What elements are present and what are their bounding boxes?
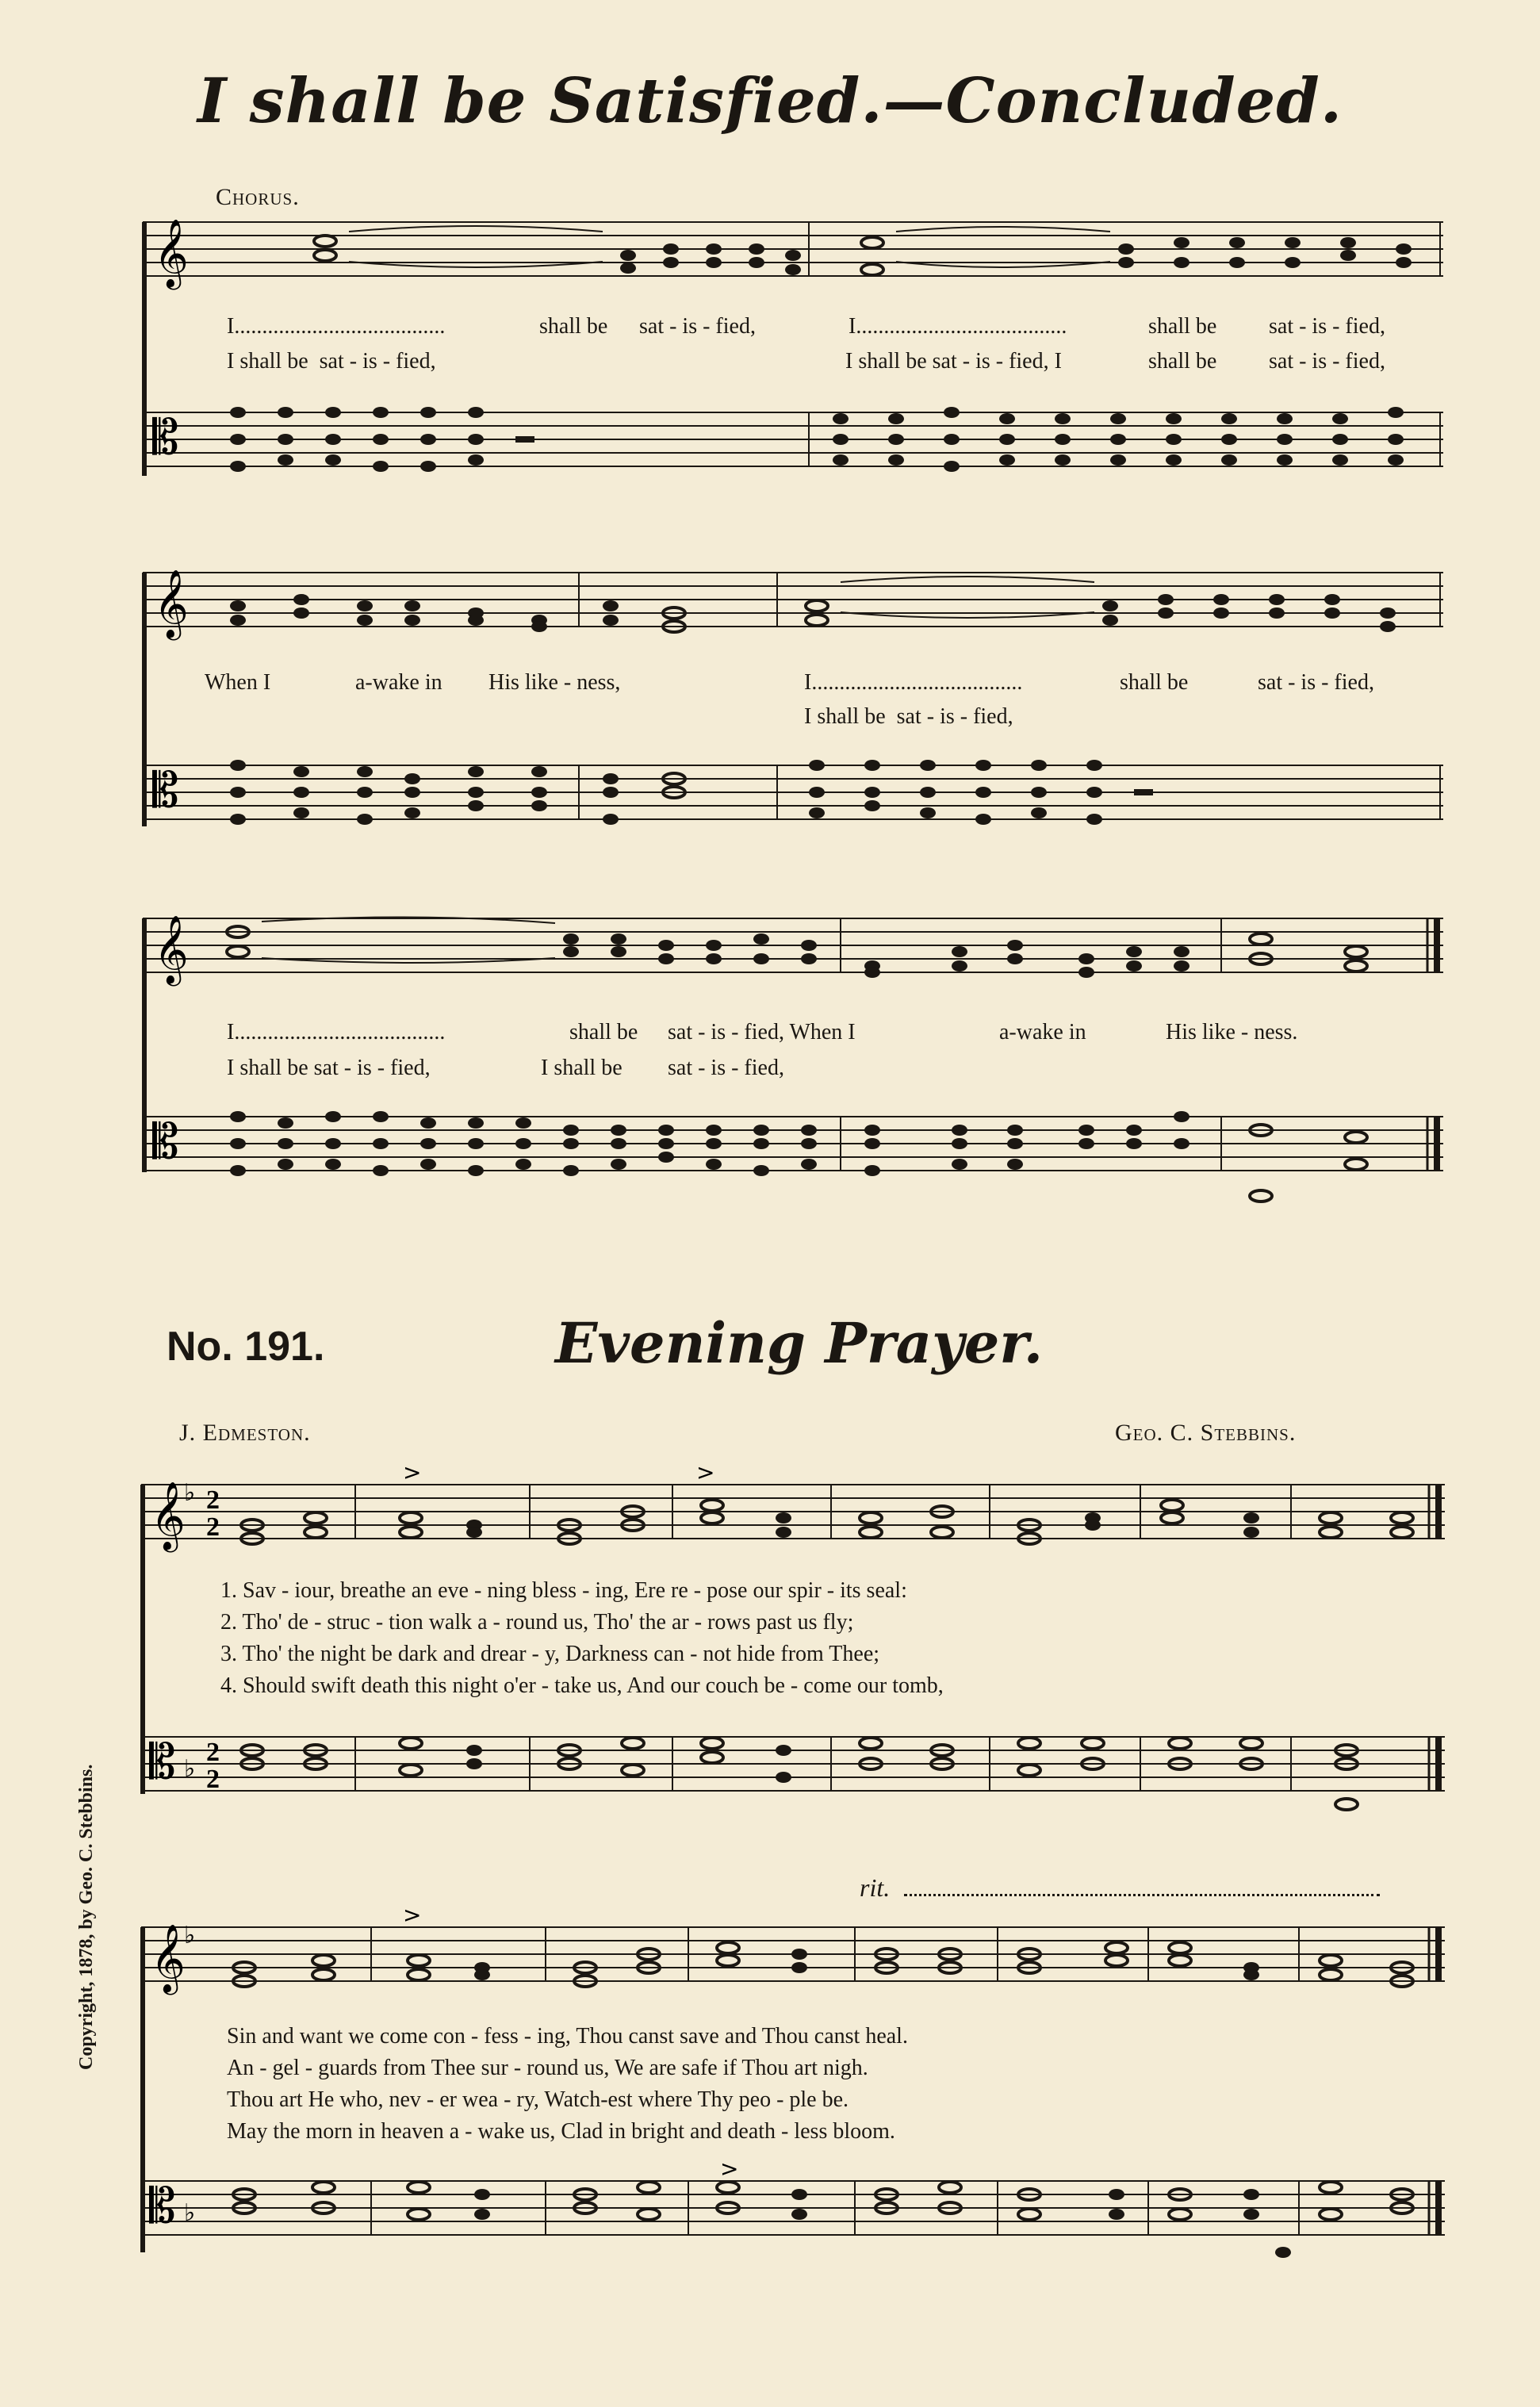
svg-text:𝄡: 𝄡 [152,1114,179,1170]
system1-lyric-b-1: I shall be sat - is - fied, [227,349,436,374]
hymn-number: No. 191. [167,1324,325,1370]
composer: Geo. C. Stebbins. [1115,1420,1297,1446]
system3-lyric-b-1: I shall be sat - is - fied, [227,1056,431,1080]
svg-text:𝄞: 𝄞 [151,1924,186,1992]
system3-lyric-b-3: sat - is - fied, [668,1056,784,1080]
system1-lyric-a-1: I...................................... [227,314,446,339]
svg-text:𝄡: 𝄡 [152,763,179,818]
system1-lyric-b-2: I shall be sat - is - fied, I [845,349,1062,374]
system2-lyric-a-6: sat - is - fied, [1258,670,1374,695]
svg-text:𝄞: 𝄞 [154,219,189,287]
system3-lyric-a-2: shall be [569,1020,638,1044]
verse-2-line-1: 2. Tho' de - struc - tion walk a - round us, Tho' the ar - rows past us fly; [220,1610,854,1635]
verse-3-line-1: 3. Tho' the night be dark and drear - y, Darkness can - not hide from Thee; [220,1642,880,1666]
svg-text:𝄞: 𝄞 [151,1481,186,1550]
svg-text:𝄞: 𝄞 [154,569,189,638]
verse-3-line-2: Thou art He who, nev - er wea - ry, Watch-est where Thy peo - ple be. [227,2087,849,2112]
svg-text:♭: ♭ [184,2199,196,2227]
verse-2-line-2: An - gel - guards from Thee sur - round us, We are safe if Thou art nigh. [227,2056,868,2080]
page-title: I shall be Satisfied.—Concluded. [197,65,1343,137]
staff-system-1-bass [143,404,1443,476]
svg-text:2: 2 [206,1485,220,1515]
svg-text:♭: ♭ [184,1479,196,1507]
staff-system-1-treble [143,214,1443,286]
hymn-title: Evening Prayer. [555,1310,1044,1376]
system2-lyric-a-1: When I [205,670,271,695]
system3-lyric-a-1: I...................................... [227,1020,446,1044]
verse-1-line-2: Sin and want we come con - fess - ing, Thou canst save and Thou canst heal. [227,2024,908,2049]
svg-text:𝄡: 𝄡 [149,1734,176,1790]
author: J. Edmeston. [179,1420,311,1446]
system3-lyric-b-2: I shall be [541,1056,623,1080]
svg-text:2: 2 [206,1738,220,1767]
system1-lyric-b-4: sat - is - fied, [1269,349,1385,374]
svg-text:2: 2 [206,1765,220,1794]
hymn-staff-2-bass [141,2156,1445,2260]
system1-lyric-a-6: sat - is - fied, [1269,314,1385,339]
svg-text:♭: ♭ [184,1922,196,1949]
svg-text:>: > [696,1459,715,1485]
svg-text:>: > [403,1902,422,1928]
ritardando-extension [904,1894,1380,1896]
svg-text:𝄡: 𝄡 [152,410,179,466]
svg-text:𝄞: 𝄞 [154,915,189,983]
chorus-label: Chorus. [216,184,300,210]
system3-lyric-a-4: a-wake in [999,1020,1086,1044]
system1-lyric-a-4: I...................................... [849,314,1067,339]
staff-system-3-treble [143,910,1443,982]
staff-system-3-bass [143,1109,1443,1212]
svg-text:>: > [403,1459,422,1485]
system2-lyric-a-2: a-wake in [355,670,442,695]
copyright-notice: Copyright, 1878, by Geo. C. Stebbins. [76,1764,97,2070]
system1-lyric-b-3: shall be [1148,349,1217,374]
hymn-staff-1-bass [141,1729,1445,1816]
svg-text:♭: ♭ [184,1755,196,1783]
staff-system-2-treble [143,565,1443,636]
hymn-staff-1-treble [141,1459,1445,1550]
system1-lyric-a-3: sat - is - fied, [639,314,756,339]
verse-4-line-2: May the morn in heaven a - wake us, Clad in bright and death - less bloom. [227,2119,895,2144]
verse-1-line-1: 1. Sav - iour, breathe an eve - ning bless - ing, Ere re - pose our spir - its seal: [220,1578,907,1603]
system2-lyric-b-1: I shall be sat - is - fied, [804,704,1013,729]
system2-lyric-a-3: His like - ness, [488,670,621,695]
system1-lyric-a-2: shall be [539,314,608,339]
system3-lyric-a-3: sat - is - fied, When I [668,1020,856,1044]
svg-text:𝄡: 𝄡 [149,2179,176,2234]
system2-lyric-a-4: I...................................... [804,670,1023,695]
system2-lyric-a-5: shall be [1120,670,1189,695]
system1-lyric-a-5: shall be [1148,314,1217,339]
staff-system-2-bass [143,757,1443,829]
ritardando-marking: rit. [860,1873,891,1902]
svg-text:2: 2 [206,1512,220,1542]
svg-text:>: > [720,2156,739,2182]
system3-lyric-a-5: His like - ness. [1166,1020,1298,1044]
hymn-staff-2-treble [141,1902,1445,1992]
verse-4-line-1: 4. Should swift death this night o'er - take us, And our couch be - come our tomb, [220,1673,944,1698]
